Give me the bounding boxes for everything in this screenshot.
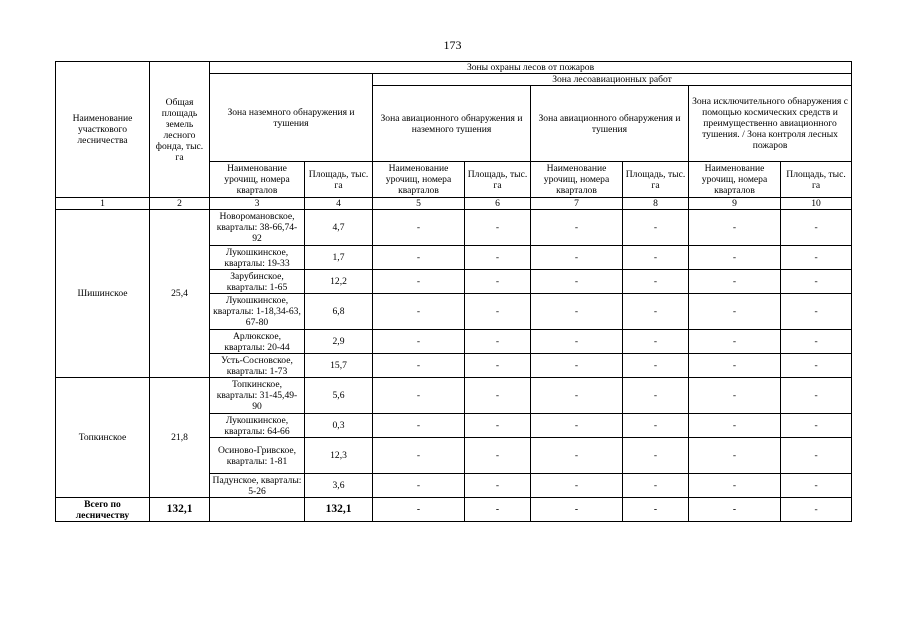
empty-cell: - <box>623 210 689 246</box>
tract-name: Падунское, кварталы: 5-26 <box>210 474 305 498</box>
subheader-name: Наименование урочищ, номера кварталов <box>373 162 465 198</box>
tract-area: 0,3 <box>305 414 373 438</box>
total-empty-cell <box>210 498 305 522</box>
header-air-ground-zone: Зона авиационного обнаружения и наземного тушения <box>373 86 531 162</box>
column-number: 3 <box>210 198 305 210</box>
subheader-area: Площадь, тыс. га <box>305 162 373 198</box>
empty-cell: - <box>465 414 531 438</box>
empty-cell: - <box>689 330 781 354</box>
empty-cell: - <box>465 438 531 474</box>
empty-cell: - <box>689 474 781 498</box>
district-total-area: 25,4 <box>150 210 210 378</box>
table-header <box>56 62 852 210</box>
subheader-area: Площадь, тыс. га <box>623 162 689 198</box>
empty-cell: - <box>623 270 689 294</box>
empty-cell: - <box>781 414 852 438</box>
empty-cell: - <box>531 294 623 330</box>
empty-cell: - <box>373 294 465 330</box>
empty-cell: - <box>689 414 781 438</box>
tract-area: 3,6 <box>305 474 373 498</box>
empty-cell: - <box>373 414 465 438</box>
subheader-name: Наименование урочищ, номера кварталов <box>531 162 623 198</box>
tract-area: 2,9 <box>305 330 373 354</box>
empty-cell: - <box>531 246 623 270</box>
empty-cell: - <box>689 246 781 270</box>
subheader-name: Наименование урочищ, номера кварталов <box>210 162 305 198</box>
empty-cell: - <box>465 294 531 330</box>
subheader-area: Площадь, тыс. га <box>465 162 531 198</box>
empty-cell: - <box>781 378 852 414</box>
empty-cell: - <box>373 474 465 498</box>
empty-cell: - <box>689 294 781 330</box>
empty-cell: - <box>781 354 852 378</box>
tract-name: Лукошкинское, кварталы: 64-66 <box>210 414 305 438</box>
empty-cell: - <box>531 438 623 474</box>
empty-cell: - <box>689 438 781 474</box>
header-zones-title: Зоны охраны лесов от пожаров <box>210 62 852 74</box>
table-row <box>56 378 852 414</box>
empty-cell: - <box>373 246 465 270</box>
column-number: 1 <box>56 198 150 210</box>
empty-cell: - <box>465 270 531 294</box>
header-aviation-zone: Зона лесоавиационных работ <box>373 74 852 86</box>
empty-cell: - <box>781 438 852 474</box>
empty-cell: - <box>373 270 465 294</box>
table-body <box>56 210 852 522</box>
empty-cell: - <box>623 438 689 474</box>
empty-cell: - <box>781 270 852 294</box>
tract-name: Арлюкское, кварталы: 20-44 <box>210 330 305 354</box>
empty-cell: - <box>531 378 623 414</box>
empty-cell: - <box>623 246 689 270</box>
empty-cell: - <box>531 270 623 294</box>
empty-cell: - <box>531 414 623 438</box>
district-total-area: 21,8 <box>150 378 210 498</box>
empty-cell: - <box>623 378 689 414</box>
empty-cell: - <box>465 246 531 270</box>
empty-cell: - <box>531 330 623 354</box>
fire-zones-table <box>55 61 852 522</box>
empty-cell: - <box>373 210 465 246</box>
empty-cell: - <box>781 330 852 354</box>
tract-name: Новоромановское, кварталы: 38-66,74-92 <box>210 210 305 246</box>
empty-cell: - <box>623 354 689 378</box>
tract-name: Топкинское, кварталы: 31-45,49-90 <box>210 378 305 414</box>
header-total-area: Общая площадь земель лесного фонда, тыс. га <box>150 62 210 198</box>
tract-name: Лукошкинское, кварталы: 19-33 <box>210 246 305 270</box>
column-number: 5 <box>373 198 465 210</box>
total-label: Всего по лесничеству <box>56 498 150 522</box>
tract-name: Лукошкинское, кварталы: 1-18,34-63, 67-80 <box>210 294 305 330</box>
tract-area: 12,2 <box>305 270 373 294</box>
empty-cell: - <box>373 354 465 378</box>
total-dash-cell: - <box>465 498 531 522</box>
tract-name: Усть-Сосновское, кварталы: 1-73 <box>210 354 305 378</box>
empty-cell: - <box>465 210 531 246</box>
header-district: Наименование участкового лесничества <box>56 62 150 198</box>
column-number: 8 <box>623 198 689 210</box>
empty-cell: - <box>465 378 531 414</box>
district-name: Шишинское <box>56 210 150 378</box>
empty-cell: - <box>623 294 689 330</box>
total-dash-cell: - <box>623 498 689 522</box>
empty-cell: - <box>689 270 781 294</box>
header-ground-zone: Зона наземного обнаружения и тушения <box>210 74 373 162</box>
empty-cell: - <box>689 210 781 246</box>
column-number: 2 <box>150 198 210 210</box>
empty-cell: - <box>373 330 465 354</box>
empty-cell: - <box>373 378 465 414</box>
column-number: 9 <box>689 198 781 210</box>
district-name: Топкинское <box>56 378 150 498</box>
empty-cell: - <box>531 210 623 246</box>
total-area: 132,1 <box>150 498 210 522</box>
empty-cell: - <box>781 246 852 270</box>
column-number: 6 <box>465 198 531 210</box>
header-air-zone: Зона авиационного обнаружения и тушения <box>531 86 689 162</box>
empty-cell: - <box>465 474 531 498</box>
table-row <box>56 210 852 246</box>
tract-name: Зарубинское, кварталы: 1-65 <box>210 270 305 294</box>
empty-cell: - <box>531 354 623 378</box>
column-number: 10 <box>781 198 852 210</box>
empty-cell: - <box>373 438 465 474</box>
empty-cell: - <box>623 330 689 354</box>
column-number: 7 <box>531 198 623 210</box>
subheader-area: Площадь, тыс. га <box>781 162 852 198</box>
total-dash-cell: - <box>781 498 852 522</box>
empty-cell: - <box>689 378 781 414</box>
header-space-zone: Зона исключительного обнаружения с помощью космических средств и преимущественно авиационного тушения. / Зона контроля лесных пожаров <box>689 86 852 162</box>
empty-cell: - <box>623 414 689 438</box>
total-dash-cell: - <box>373 498 465 522</box>
column-number-row <box>56 198 852 210</box>
tract-name: Осиново-Гривское, кварталы: 1-81 <box>210 438 305 474</box>
empty-cell: - <box>623 474 689 498</box>
tract-area: 5,6 <box>305 378 373 414</box>
total-dash-cell: - <box>531 498 623 522</box>
empty-cell: - <box>465 354 531 378</box>
tract-area: 4,7 <box>305 210 373 246</box>
empty-cell: - <box>781 210 852 246</box>
total-dash-cell: - <box>689 498 781 522</box>
tract-area: 6,8 <box>305 294 373 330</box>
tract-area: 12,3 <box>305 438 373 474</box>
column-number: 4 <box>305 198 373 210</box>
subheader-name: Наименование урочищ, номера кварталов <box>689 162 781 198</box>
tract-area: 1,7 <box>305 246 373 270</box>
total-ground-area: 132,1 <box>305 498 373 522</box>
page-number: 173 <box>443 38 462 52</box>
empty-cell: - <box>531 474 623 498</box>
empty-cell: - <box>781 474 852 498</box>
empty-cell: - <box>465 330 531 354</box>
tract-area: 15,7 <box>305 354 373 378</box>
total-row <box>56 498 852 522</box>
empty-cell: - <box>689 354 781 378</box>
empty-cell: - <box>781 294 852 330</box>
